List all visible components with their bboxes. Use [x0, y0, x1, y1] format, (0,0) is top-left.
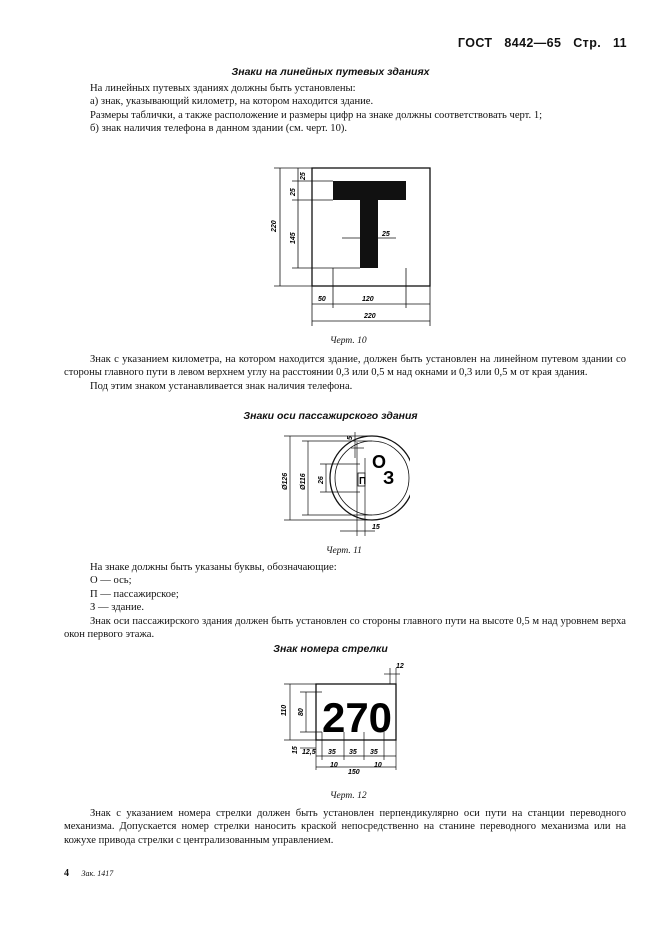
- section1-description: [64, 353, 626, 393]
- dim-110: 110: [281, 704, 288, 716]
- dim-150: 150: [348, 769, 360, 776]
- figure11-drawing: [280, 428, 410, 540]
- list-item: О — ось;: [90, 575, 132, 587]
- dim-126: Ø126: [282, 472, 289, 490]
- header-number: 8442—65: [504, 36, 562, 50]
- dim-15: 15: [372, 524, 380, 531]
- header-page-label: Стр.: [573, 36, 602, 50]
- section1-text: [64, 82, 626, 136]
- footer-order-note: Зак. 1417: [81, 869, 114, 878]
- figure10-drawing: [270, 166, 440, 332]
- dim-10-right: 10: [374, 762, 382, 769]
- header-page-number: 11: [612, 36, 627, 50]
- figure11-caption: Черт. 11: [326, 546, 362, 556]
- letter-z: З: [383, 468, 395, 488]
- paragraph: Размеры таблички, а также расположение и размеры цифр на знаке должны соответствовать черт. 1;: [90, 109, 543, 121]
- footer-page-number: 4: [64, 868, 69, 879]
- section3-text: [64, 807, 626, 847]
- dim-145: 145: [290, 232, 297, 244]
- list-item: З — здание.: [90, 602, 144, 614]
- section-title-line-buildings: Знаки на линейных путевых зданиях: [231, 66, 430, 78]
- paragraph: а) знак, указывающий километр, на котором находится здание.: [90, 96, 374, 108]
- letter-p: П: [359, 476, 367, 487]
- dim-35-second: 35: [349, 749, 357, 756]
- paragraph: Знак оси пассажирского здания должен быть установлен со стороны главного пути на высоте 0,5 м над уровнем верха окон первого этажа.: [64, 615, 626, 641]
- dim-80: 80: [298, 708, 305, 716]
- paragraph: На знаке должны быть указаны буквы, обозначающие:: [90, 562, 337, 573]
- paragraph: Знак с указанием номера стрелки должен быть установлен перпендикулярно оси пути на станции переводного механизма. Допускается номер стрелки наносить краской непосредственно на станине переводного механизма или на кожухе привода стрелки с централизованным управлением.: [64, 808, 626, 846]
- letter-o: О: [372, 452, 387, 472]
- dim-26: 26: [318, 476, 325, 484]
- dim-220-horizontal: 220: [364, 313, 376, 320]
- paragraph: Знак с указанием километра, на котором находится здание, должен быть установлен на линейном путевом здании со стороны главного пути в левом верхнем углу на расстоянии 0,3 или 0,5 м над окнами и 0,3 или 0,5 м от края здания.: [64, 354, 626, 379]
- paragraph: Под этим знаком устанавливается знак наличия телефона.: [90, 380, 353, 392]
- dim-10-left: 10: [330, 762, 338, 769]
- page-footer: [64, 868, 113, 879]
- figure12-caption: Черт. 12: [330, 791, 367, 801]
- dim-50: 50: [318, 296, 326, 303]
- sign-outer-circle: [330, 436, 410, 520]
- page-header: [450, 36, 627, 50]
- dim-35-third: 35: [370, 749, 378, 756]
- dim-116: Ø116: [300, 473, 307, 490]
- figure10-caption: Черт. 10: [330, 336, 367, 346]
- letter-t-stem: [360, 181, 378, 268]
- figure12-drawing: [278, 660, 418, 776]
- dim-5: 5: [347, 436, 354, 440]
- dim-25-bar: 25: [300, 172, 307, 180]
- header-standard: ГОСТ: [457, 36, 493, 50]
- list-item: П — пассажирское;: [90, 588, 179, 600]
- dim-220-vertical: 220: [271, 220, 278, 232]
- dim-25-stem: 25: [382, 231, 390, 238]
- switch-number: 270: [322, 694, 392, 741]
- section-title-switch-number: Знак номера стрелки: [273, 643, 388, 655]
- section2-text: [64, 561, 626, 641]
- section-title-building-axis: Знаки оси пассажирского здания: [243, 410, 418, 422]
- dim-25-top: 25: [290, 188, 297, 196]
- dim-15: 15: [292, 746, 299, 754]
- paragraph: б) знак наличия телефона в данном здании (см. черт. 10).: [90, 123, 348, 135]
- paragraph: На линейных путевых зданиях должны быть установлены:: [90, 83, 356, 94]
- dim-120: 120: [362, 296, 374, 303]
- dim-12-5: 12,5: [302, 749, 316, 756]
- dim-35-first: 35: [328, 749, 336, 756]
- dim-12: 12: [396, 663, 404, 670]
